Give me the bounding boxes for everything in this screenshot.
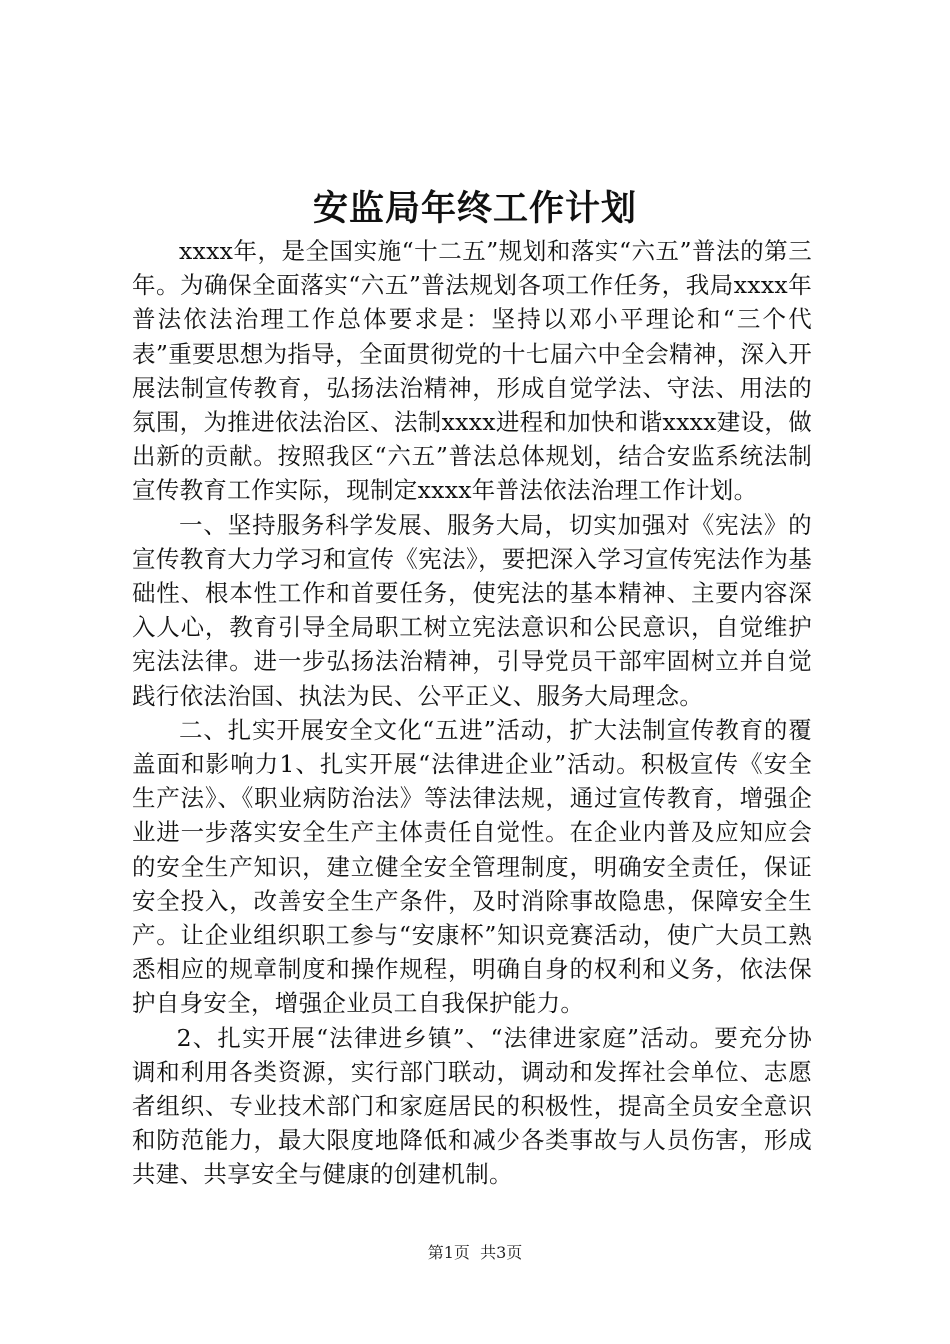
paragraph-section-2: 二、扎实开展安全文化“五进”活动，扩大法制宣传教育的覆盖面和影响力1、扎实开展“法律进企业”活动。积极宣传《安全生产法》、《职业病防治法》等法律法规，通过宣传教育，增强企业进一步落实安全生产主体责任自觉性。在企业内普及应知应会的安全生产知识，建立健全安全管理制度，明确安全责任，保证安全投入，改善安全生产条件，及时消除事故隐患，保障安全生产。让企业组织职工参与“安康杯”知识竞赛活动，使广大员工熟悉相应的规章制度和操作规程，明确自身的权利和义务，依法保护自身安全，增强企业员工自我保护能力。 [132, 715, 812, 1018]
paragraph-section-1: 一、坚持服务科学发展、服务大局，切实加强对《宪法》的宣传教育大力学习和宣传《宪法》，要把深入学习宣传宪法作为基础性、根本性工作和首要任务，使宪法的基本精神、主要内容深入人心，教育引导全局职工树立宪法意识和公民意识，自觉维护宪法法律。进一步弘扬法治精神，引导党员干部牢固树立并自觉践行依法治国、执法为民、公平正义、服务大局理念。 [132, 510, 812, 710]
document-body [132, 234, 812, 1192]
paragraph-section-2-item-2: 2、扎实开展“法律进乡镇”、“法律进家庭”活动。要充分协调和利用各类资源，实行部门联动，调动和发挥社会单位、志愿者组织、专业技术部门和家庭居民的积极性，提高全员安全意识和防范能力，最大限度地降低和减少各类事故与人员伤害，形成共建、共享安全与健康的创建机制。 [132, 1023, 812, 1189]
page-footer [0, 1242, 950, 1264]
document-title: 安监局年终工作计划 [312, 188, 637, 229]
page-total: 共3页 [480, 1243, 523, 1262]
page-number: 第1页 [427, 1243, 470, 1262]
paragraph-intro: xxxx年，是全国实施“十二五”规划和落实“六五”普法的第三年。为确保全面落实“六五”普法规划各项工作任务，我局xxxx年普法依法治理工作总体要求是：坚持以邓小平理论和“三个代表”重要思想为指导，全面贯彻党的十七届六中全会精神，深入开展法制宣传教育，弘扬法治精神，形成自觉学法、守法、用法的氛围，为推进依法治区、法制xxxx进程和加快和谐xxxx建设，做出新的贡献。按照我区“六五”普法总体规划，结合安监系统法制宣传教育工作实际，现制定xxxx年普法依法治理工作计划。 [132, 237, 812, 505]
